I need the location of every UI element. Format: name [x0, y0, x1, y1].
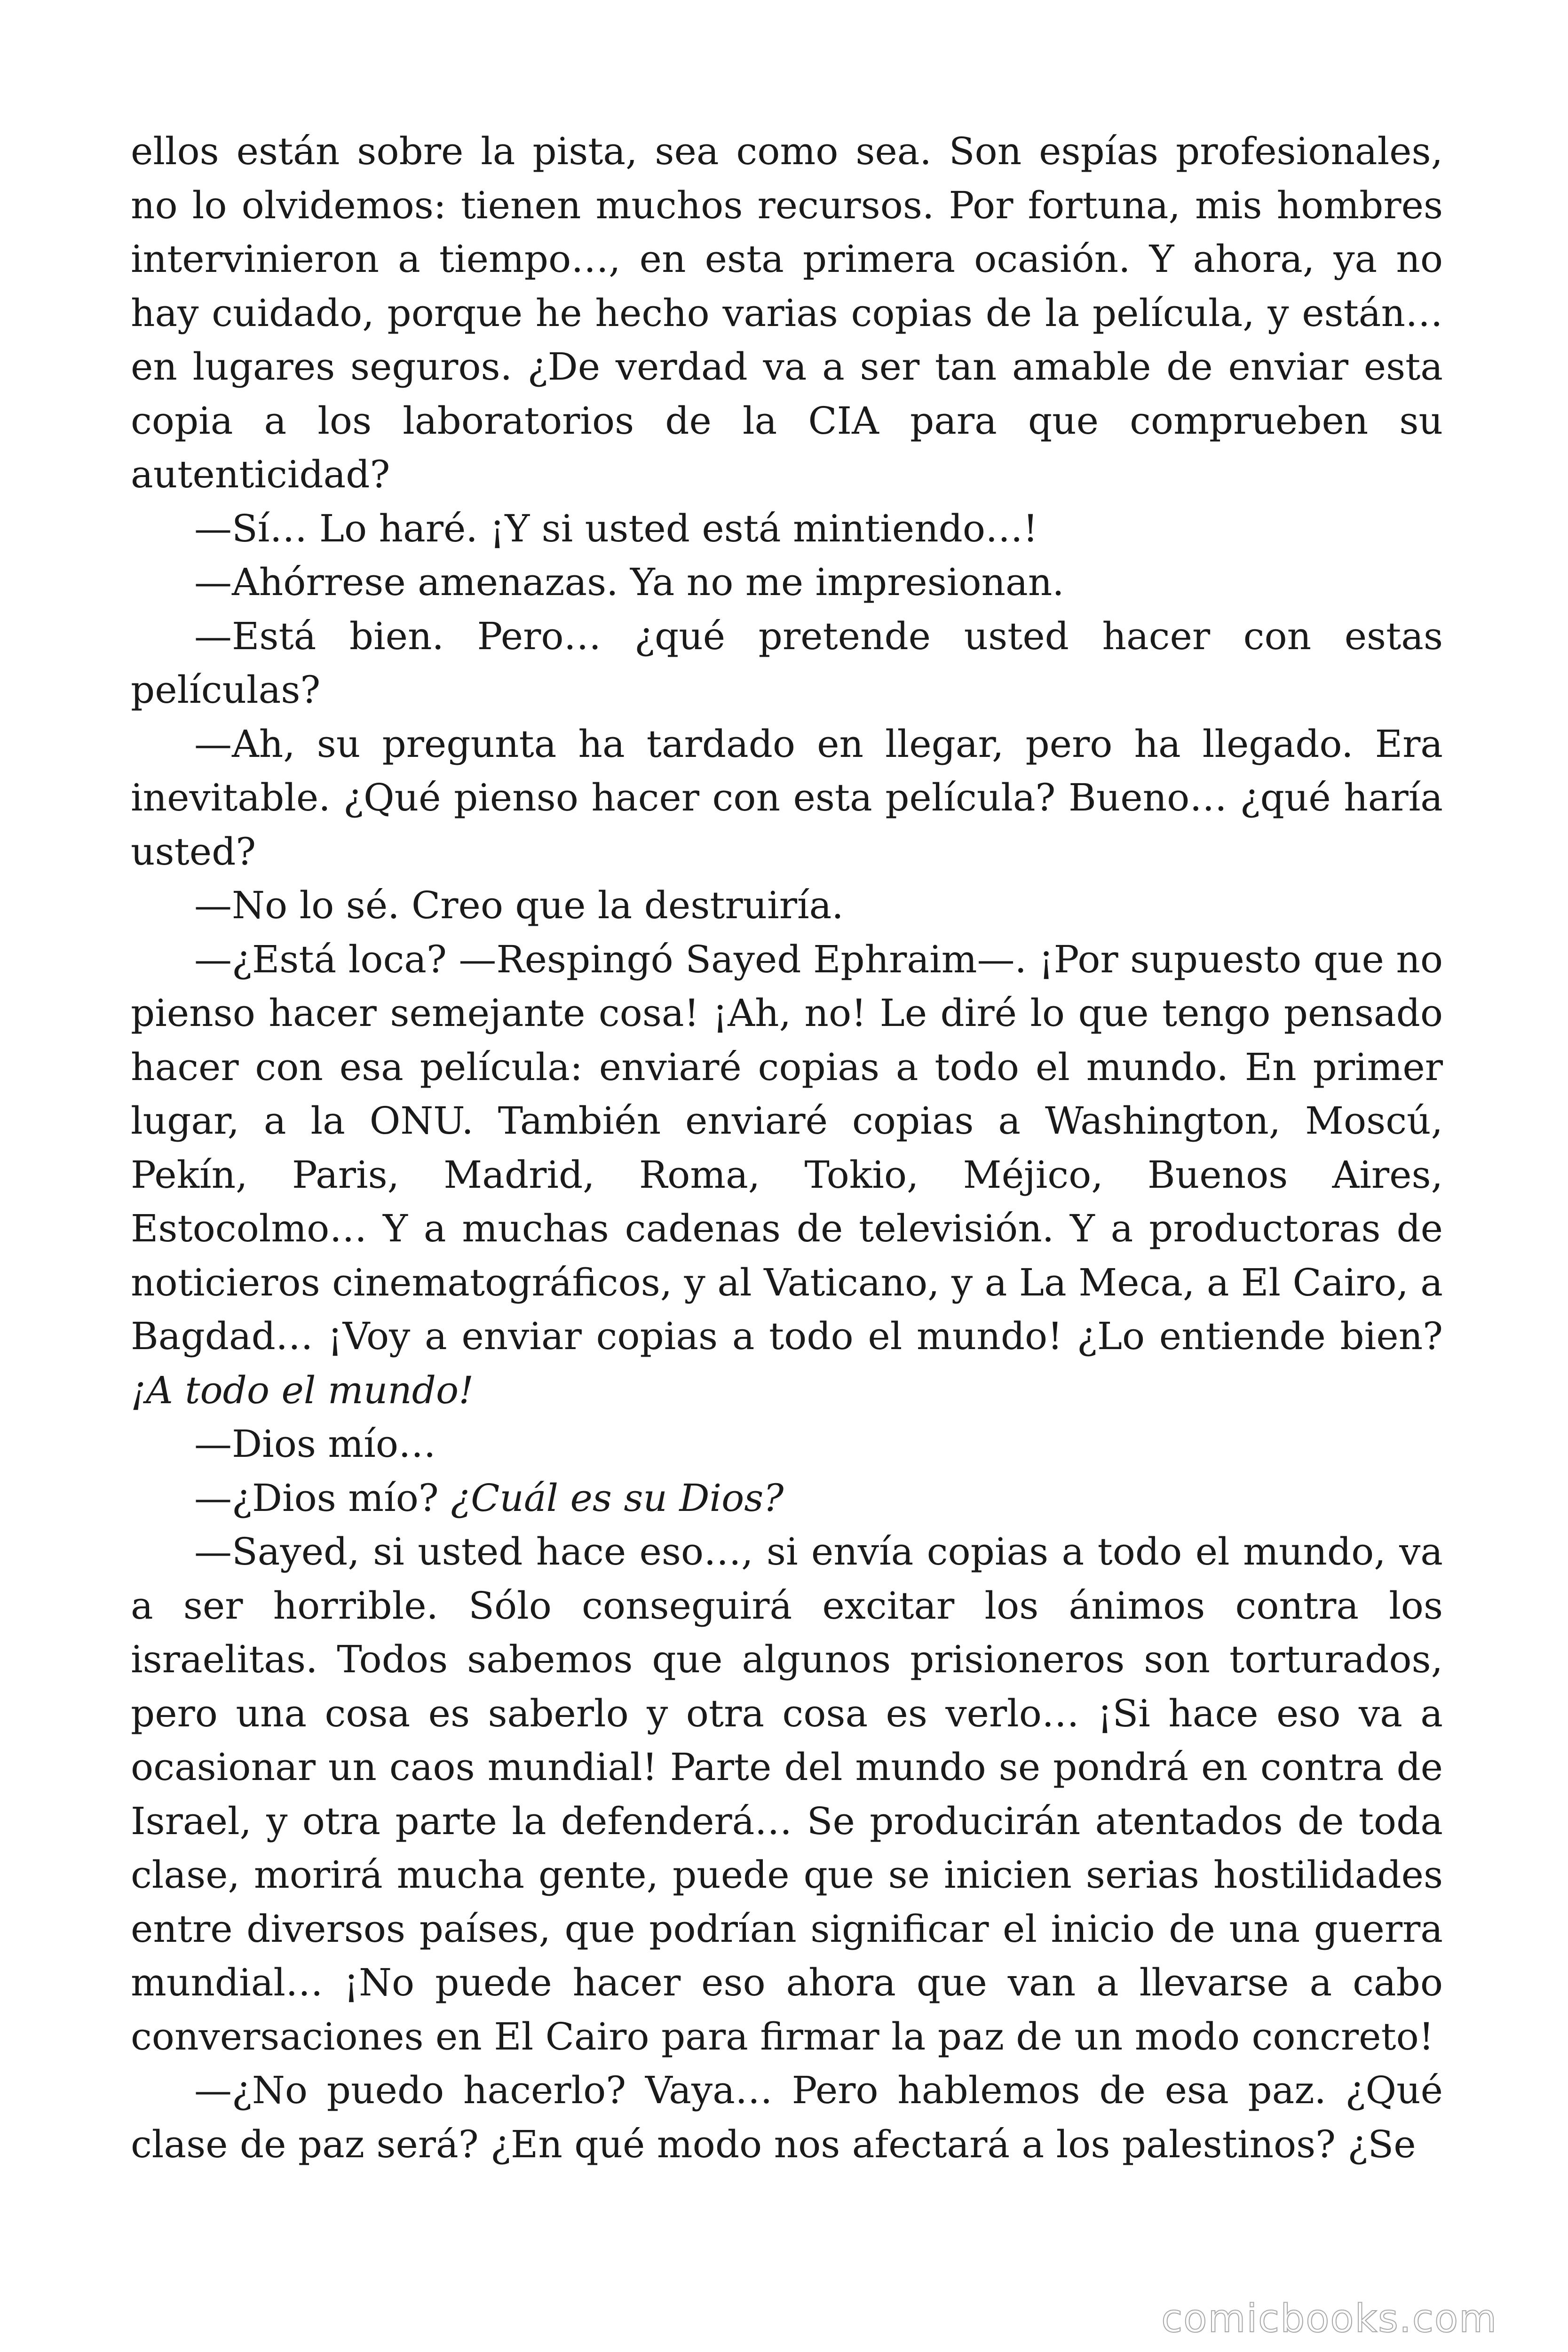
paragraph-text: —¿Dios mío? — [194, 1476, 451, 1520]
paragraph-text: —Sí… Lo haré. ¡Y si usted está mintiendo…! — [194, 506, 1038, 550]
paragraph-5 — [131, 717, 1443, 879]
paragraph-italic-text: ¿Cuál es su Dios? — [451, 1476, 784, 1520]
paragraph-11 — [131, 2064, 1443, 2171]
paragraph-text: —Ah, su pregunta ha tardado en llegar, pero ha llegado. Era inevitable. ¿Qué pienso hacer con esta película? Bueno… ¿qué haría usted? — [131, 722, 1443, 874]
paragraph-text: —¿Está loca? —Respingó Sayed Ephraim—. ¡Por supuesto que no pienso hacer semejante cosa! ¡Ah, no! Le diré lo que tengo pensado hacer con esa película: enviaré copias a todo el mundo. En primer lugar, a la ONU. También enviaré copias a Washington, Moscú, Pekín, Paris, Madrid, Roma, Tokio, Méjico, Buenos Aires, Estocolmo… Y a muchas cadenas de televisión. Y a productoras de noticieros cinematográficos, y al Vaticano, y a La Meca, a El Cairo, a Bagdad… ¡Voy a enviar copias a todo el mundo! ¿Lo entiende bien? — [131, 937, 1443, 1358]
paragraph-text: ellos están sobre la pista, sea como sea. Son espías profesionales, no lo olvidemos: tienen muchos recursos. Por fortuna, mis hombres intervinieron a tiempo…, en esta primera ocasión. Y ahora, ya no hay cuidado, porque he hecho varias copias de la película, y están… en lugares seguros. ¿De verdad va a ser tan amable de enviar esta copia a los laboratorios de la CIA para que comprueben su autenticidad? — [131, 129, 1443, 496]
paragraph-7 — [131, 933, 1443, 1418]
paragraph-6 — [131, 879, 1443, 933]
paragraph-1 — [131, 125, 1443, 502]
paragraph-text: —¿No puedo hacerlo? Vaya… Pero hablemos de esa paz. ¿Qué clase de paz será? ¿En qué modo nos afectará a los palestinos? ¿Se — [131, 2068, 1443, 2166]
paragraph-8 — [131, 1417, 1443, 1471]
paragraph-9 — [131, 1471, 1443, 1526]
paragraph-2 — [131, 502, 1443, 556]
paragraph-text: —Dios mío… — [194, 1422, 436, 1466]
watermark: comicbooks.com — [1161, 2296, 1497, 2341]
paragraph-3 — [131, 556, 1443, 610]
paragraph-text: —No lo sé. Creo que la destruiría. — [194, 883, 844, 927]
paragraph-10 — [131, 1525, 1443, 2064]
paragraph-4 — [131, 610, 1443, 717]
paragraph-text: —Está bien. Pero… ¿qué pretende usted hacer con estas películas? — [131, 614, 1443, 712]
paragraph-text: —Sayed, si usted hace eso…, si envía copias a todo el mundo, va a ser horrible. Sólo conseguirá excitar los ánimos contra los israelitas. Todos sabemos que algunos prisioneros son torturados, pero una cosa es saberlo y otra cosa es verlo… ¡Si hace eso va a ocasionar un caos mundial! Parte del mundo se pondrá en contra de Israel, y otra parte la defenderá… Se producirán atentados de toda clase, morirá mucha gente, puede que se inicien serias hostilidades entre diversos países, que podrían significar el inicio de una guerra mundial… ¡No puede hacer eso ahora que van a llevarse a cabo conversaciones en El Cairo para firmar la paz de un modo concreto! — [131, 1530, 1443, 2058]
paragraph-italic-text: ¡A todo el mundo! — [131, 1368, 474, 1412]
page-body — [131, 125, 1443, 2171]
paragraph-text: —Ahórrese amenazas. Ya no me impresionan. — [194, 560, 1064, 604]
